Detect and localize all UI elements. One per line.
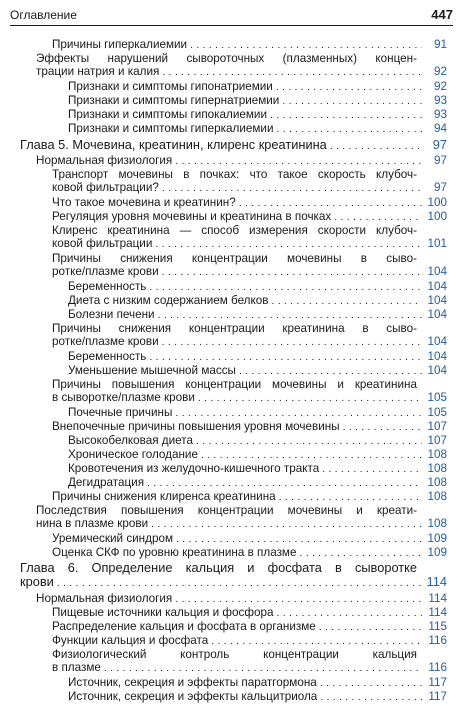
- toc-entry[interactable]: [68, 676, 447, 689]
- toc-entry[interactable]: [36, 154, 447, 167]
- toc-page-number[interactable]: 109: [427, 546, 447, 559]
- dot-leader: [271, 294, 422, 307]
- dot-leader: [151, 517, 422, 530]
- toc-entry-title: Беременность: [68, 350, 147, 363]
- toc-page-number[interactable]: 104: [427, 364, 447, 377]
- dot-leader: [279, 490, 422, 503]
- toc-page-number[interactable]: 108: [427, 490, 447, 503]
- dot-leader: [322, 462, 422, 475]
- toc-entry-title: ротке/плазме крови: [52, 335, 159, 349]
- toc-entry-title: Уремический синдром: [52, 532, 173, 545]
- toc-entry-title: Источник, секреция и эффекты паратгормона: [68, 676, 317, 689]
- toc-page-number[interactable]: 104: [427, 294, 447, 307]
- toc-entry[interactable]: [52, 634, 447, 647]
- toc-page-number[interactable]: 108: [427, 462, 447, 475]
- toc-page-number[interactable]: 100: [427, 210, 447, 223]
- dot-leader: [334, 210, 422, 223]
- toc-entry-text-line: Транспорт мочевины в почках: что такое скорость клубоч-: [52, 168, 417, 181]
- toc-entry[interactable]: [68, 350, 447, 363]
- toc-page-number[interactable]: 104: [427, 350, 447, 363]
- toc-entry-title: Причины гиперкалиемии: [52, 38, 188, 51]
- toc-entry[interactable]: [68, 280, 447, 293]
- dot-leader: [162, 65, 422, 78]
- dot-leader: [276, 122, 422, 135]
- toc-entry-title: Диета с низким содержанием белков: [68, 294, 269, 307]
- dot-leader: [277, 606, 423, 619]
- toc-entry[interactable]: [52, 532, 447, 545]
- toc-entry[interactable]: [52, 420, 447, 433]
- toc-entry[interactable]: [52, 322, 447, 348]
- toc-page-number[interactable]: 105: [427, 391, 447, 405]
- dot-leader: [162, 265, 422, 278]
- dot-leader: [158, 308, 422, 321]
- dot-leader: [162, 181, 422, 194]
- toc-entry-text-line: Последствия повышения концентрации мочевины и креати-: [36, 504, 417, 517]
- toc-page-number[interactable]: 92: [433, 65, 447, 79]
- toc-page-number[interactable]: 104: [427, 335, 447, 349]
- header-rule: [10, 25, 453, 26]
- toc-entry[interactable]: [52, 606, 447, 619]
- toc-entry-title: в сыворотке/плазме крови: [52, 391, 195, 405]
- toc-entry-title: Оценка СКФ по уровню креатинина в плазме: [52, 546, 297, 559]
- toc-entry[interactable]: [68, 690, 447, 703]
- toc-page-number[interactable]: 104: [427, 280, 447, 293]
- toc-entry[interactable]: [52, 168, 447, 194]
- dot-leader: [198, 391, 422, 404]
- toc-entry[interactable]: [52, 490, 447, 503]
- toc-page-number[interactable]: 116: [428, 661, 447, 675]
- toc-page-number[interactable]: 97: [433, 181, 447, 195]
- toc-page-number[interactable]: 108: [427, 517, 447, 531]
- dot-leader: [155, 237, 422, 250]
- toc-entry-text-line: Причины повышения концентрации мочевины и креатинина: [52, 378, 417, 391]
- toc-entry-title: Признаки и симптомы гипокалиемии: [68, 108, 267, 121]
- dot-leader: [270, 108, 422, 121]
- toc-entry-title: Пищевые источники кальция и фосфора: [52, 606, 274, 619]
- toc-entry-title: ротке/плазме крови: [52, 265, 159, 279]
- toc-entry[interactable]: [52, 648, 447, 674]
- dot-leader: [320, 690, 422, 703]
- toc-page-number[interactable]: 93: [433, 108, 447, 121]
- dot-leader: [147, 476, 422, 489]
- toc-entry-title: Функции кальция и фосфата: [52, 634, 209, 647]
- toc-entry-title: Почечные причины: [68, 406, 173, 419]
- toc-entry[interactable]: [68, 294, 447, 307]
- toc-entry[interactable]: [68, 448, 447, 461]
- toc-entry-title: Внепочечные причины повышения уровня мочевины: [52, 420, 340, 433]
- dot-leader: [162, 335, 422, 348]
- toc-entry[interactable]: [52, 210, 447, 223]
- toc-entry[interactable]: [68, 434, 447, 447]
- toc-entry[interactable]: [52, 38, 447, 51]
- toc-page-number[interactable]: 97: [433, 154, 447, 167]
- toc-entry[interactable]: [36, 592, 447, 605]
- toc-page-number[interactable]: 114: [428, 592, 447, 605]
- toc-page-number[interactable]: 104: [427, 308, 447, 321]
- toc-page-number[interactable]: 117: [428, 676, 447, 689]
- toc-entry[interactable]: [52, 252, 447, 278]
- toc-entry-title: нина в плазме крови: [36, 517, 149, 531]
- toc-entry-text-line: Глава 6. Определение кальция и фосфата в сыворотке: [20, 560, 417, 575]
- toc-entry-title: Причины снижения клиренса креатинина: [52, 490, 276, 503]
- toc-entry[interactable]: [36, 52, 447, 78]
- dot-leader: [319, 620, 422, 633]
- dot-leader: [175, 592, 422, 605]
- toc-entry-title: Уменьшение мышечной массы: [68, 364, 236, 377]
- dot-leader: [299, 546, 422, 559]
- dot-leader: [320, 676, 422, 689]
- toc-entry-title: ковой фильтрации?: [52, 181, 159, 195]
- toc-entry-text-line: Клиренс креатинина — способ измерения скорости клубоч-: [52, 224, 417, 237]
- toc-entry[interactable]: [68, 94, 447, 107]
- toc-entry-title: Источник, секреция и эффекты кальцитриола: [68, 690, 318, 703]
- toc-entry-text-line: Причины снижения концентрации мочевины в сыво-: [52, 252, 417, 265]
- toc-entry-title: Признаки и симптомы гипонатриемии: [68, 80, 273, 93]
- dot-leader: [149, 350, 422, 363]
- toc-entry-title: крови: [20, 574, 54, 589]
- toc-entry-title: Дегидратация: [68, 476, 145, 489]
- toc-page-number[interactable]: 94: [433, 122, 447, 135]
- dot-leader: [211, 634, 422, 647]
- toc-entry[interactable]: [52, 378, 447, 404]
- toc-page-number[interactable]: 109: [427, 532, 447, 545]
- toc-page-number[interactable]: 100: [427, 196, 447, 209]
- toc-page-number[interactable]: 114: [428, 606, 447, 619]
- dot-leader: [175, 154, 422, 167]
- toc-entry-text-line: Физиологический контроль концентрации кальция: [52, 648, 417, 661]
- toc-entry[interactable]: [52, 620, 447, 633]
- dot-leader: [343, 420, 422, 433]
- toc-page-number[interactable]: 105: [427, 406, 447, 419]
- toc-entry-text-line: Причины снижения концентрации креатинина в сыво-: [52, 322, 417, 335]
- toc-entry[interactable]: [68, 462, 447, 475]
- dot-leader: [196, 434, 422, 447]
- toc-chapter-entry[interactable]: [20, 138, 447, 152]
- toc-entry[interactable]: [68, 122, 447, 135]
- running-header-title: Оглавление: [10, 8, 77, 22]
- toc-page-number[interactable]: 114: [426, 574, 447, 589]
- toc-page-number[interactable]: 115: [428, 620, 447, 633]
- toc-chapter-entry[interactable]: [20, 561, 447, 589]
- toc-page-number[interactable]: 107: [427, 434, 447, 447]
- dot-leader: [175, 406, 422, 419]
- toc-entry-title: Признаки и симптомы гиперкалиемии: [68, 122, 274, 135]
- toc-page-number[interactable]: 108: [427, 448, 447, 461]
- dot-leader: [201, 448, 422, 461]
- dot-leader: [330, 138, 422, 151]
- dot-leader: [190, 38, 422, 51]
- toc-entry-title: трации натрия и калия: [36, 65, 160, 79]
- toc-entry-title: Беременность: [68, 280, 147, 293]
- toc-entry[interactable]: [52, 224, 447, 250]
- toc-page-number[interactable]: 108: [427, 476, 447, 489]
- toc-page-number[interactable]: 91: [433, 38, 447, 51]
- toc-page-number[interactable]: 104: [427, 265, 447, 279]
- toc-entry-title: Распределение кальция и фосфата в организме: [52, 620, 316, 633]
- toc-page-number[interactable]: 101: [427, 237, 447, 251]
- toc-entry[interactable]: [68, 80, 447, 93]
- dot-leader: [176, 532, 422, 545]
- toc-entry[interactable]: [68, 406, 447, 419]
- toc-page-number[interactable]: 116: [428, 634, 447, 647]
- toc-entry-title: Регуляция уровня мочевины и креатинина в почках: [52, 210, 332, 223]
- toc-entry-title: в плазме: [52, 661, 101, 675]
- dot-leader: [57, 575, 422, 588]
- running-header: [10, 6, 453, 26]
- toc-page-number[interactable]: 107: [427, 420, 447, 433]
- toc-entry-title: Нормальная физиология: [36, 154, 173, 167]
- toc-entry-title: ковой фильтрации: [52, 237, 153, 251]
- toc-entry-title: Что такое мочевина и креатинин?: [52, 196, 236, 209]
- toc-page-number[interactable]: 97: [432, 137, 447, 152]
- toc-entry-title: Глава 5. Мочевина, креатинин, клиренс креатинина: [20, 137, 327, 152]
- dot-leader: [239, 196, 422, 209]
- toc-entry-text-line: Эффекты нарушений сывороточных (плазменных) концен-: [36, 52, 417, 65]
- toc-entry[interactable]: [52, 196, 447, 209]
- toc-entry[interactable]: [68, 364, 447, 377]
- toc-entry-title: Признаки и симптомы гипернатриемии: [68, 94, 280, 107]
- toc-page-number[interactable]: 117: [428, 690, 447, 703]
- toc-entry[interactable]: [68, 108, 447, 121]
- toc-entry-title: Высокобелковая диета: [68, 434, 193, 447]
- running-header-page-number: 447: [431, 7, 453, 22]
- toc-entry[interactable]: [68, 308, 447, 321]
- toc-page-number[interactable]: 92: [433, 80, 447, 93]
- dot-leader: [149, 280, 422, 293]
- dot-leader: [104, 661, 422, 674]
- toc-entry[interactable]: [36, 504, 447, 530]
- toc-entry[interactable]: [68, 476, 447, 489]
- toc-entry[interactable]: [52, 546, 447, 559]
- dot-leader: [239, 364, 422, 377]
- toc-entry-title: Болезни печени: [68, 308, 155, 321]
- toc-entry-title: Хроническое голодание: [68, 448, 198, 461]
- toc-page-number[interactable]: 93: [433, 94, 447, 107]
- toc-entry-title: Нормальная физиология: [36, 592, 173, 605]
- dot-leader: [276, 80, 422, 93]
- toc-entry-title: Кровотечения из желудочно-кишечного тракта: [68, 462, 320, 475]
- dot-leader: [282, 94, 422, 107]
